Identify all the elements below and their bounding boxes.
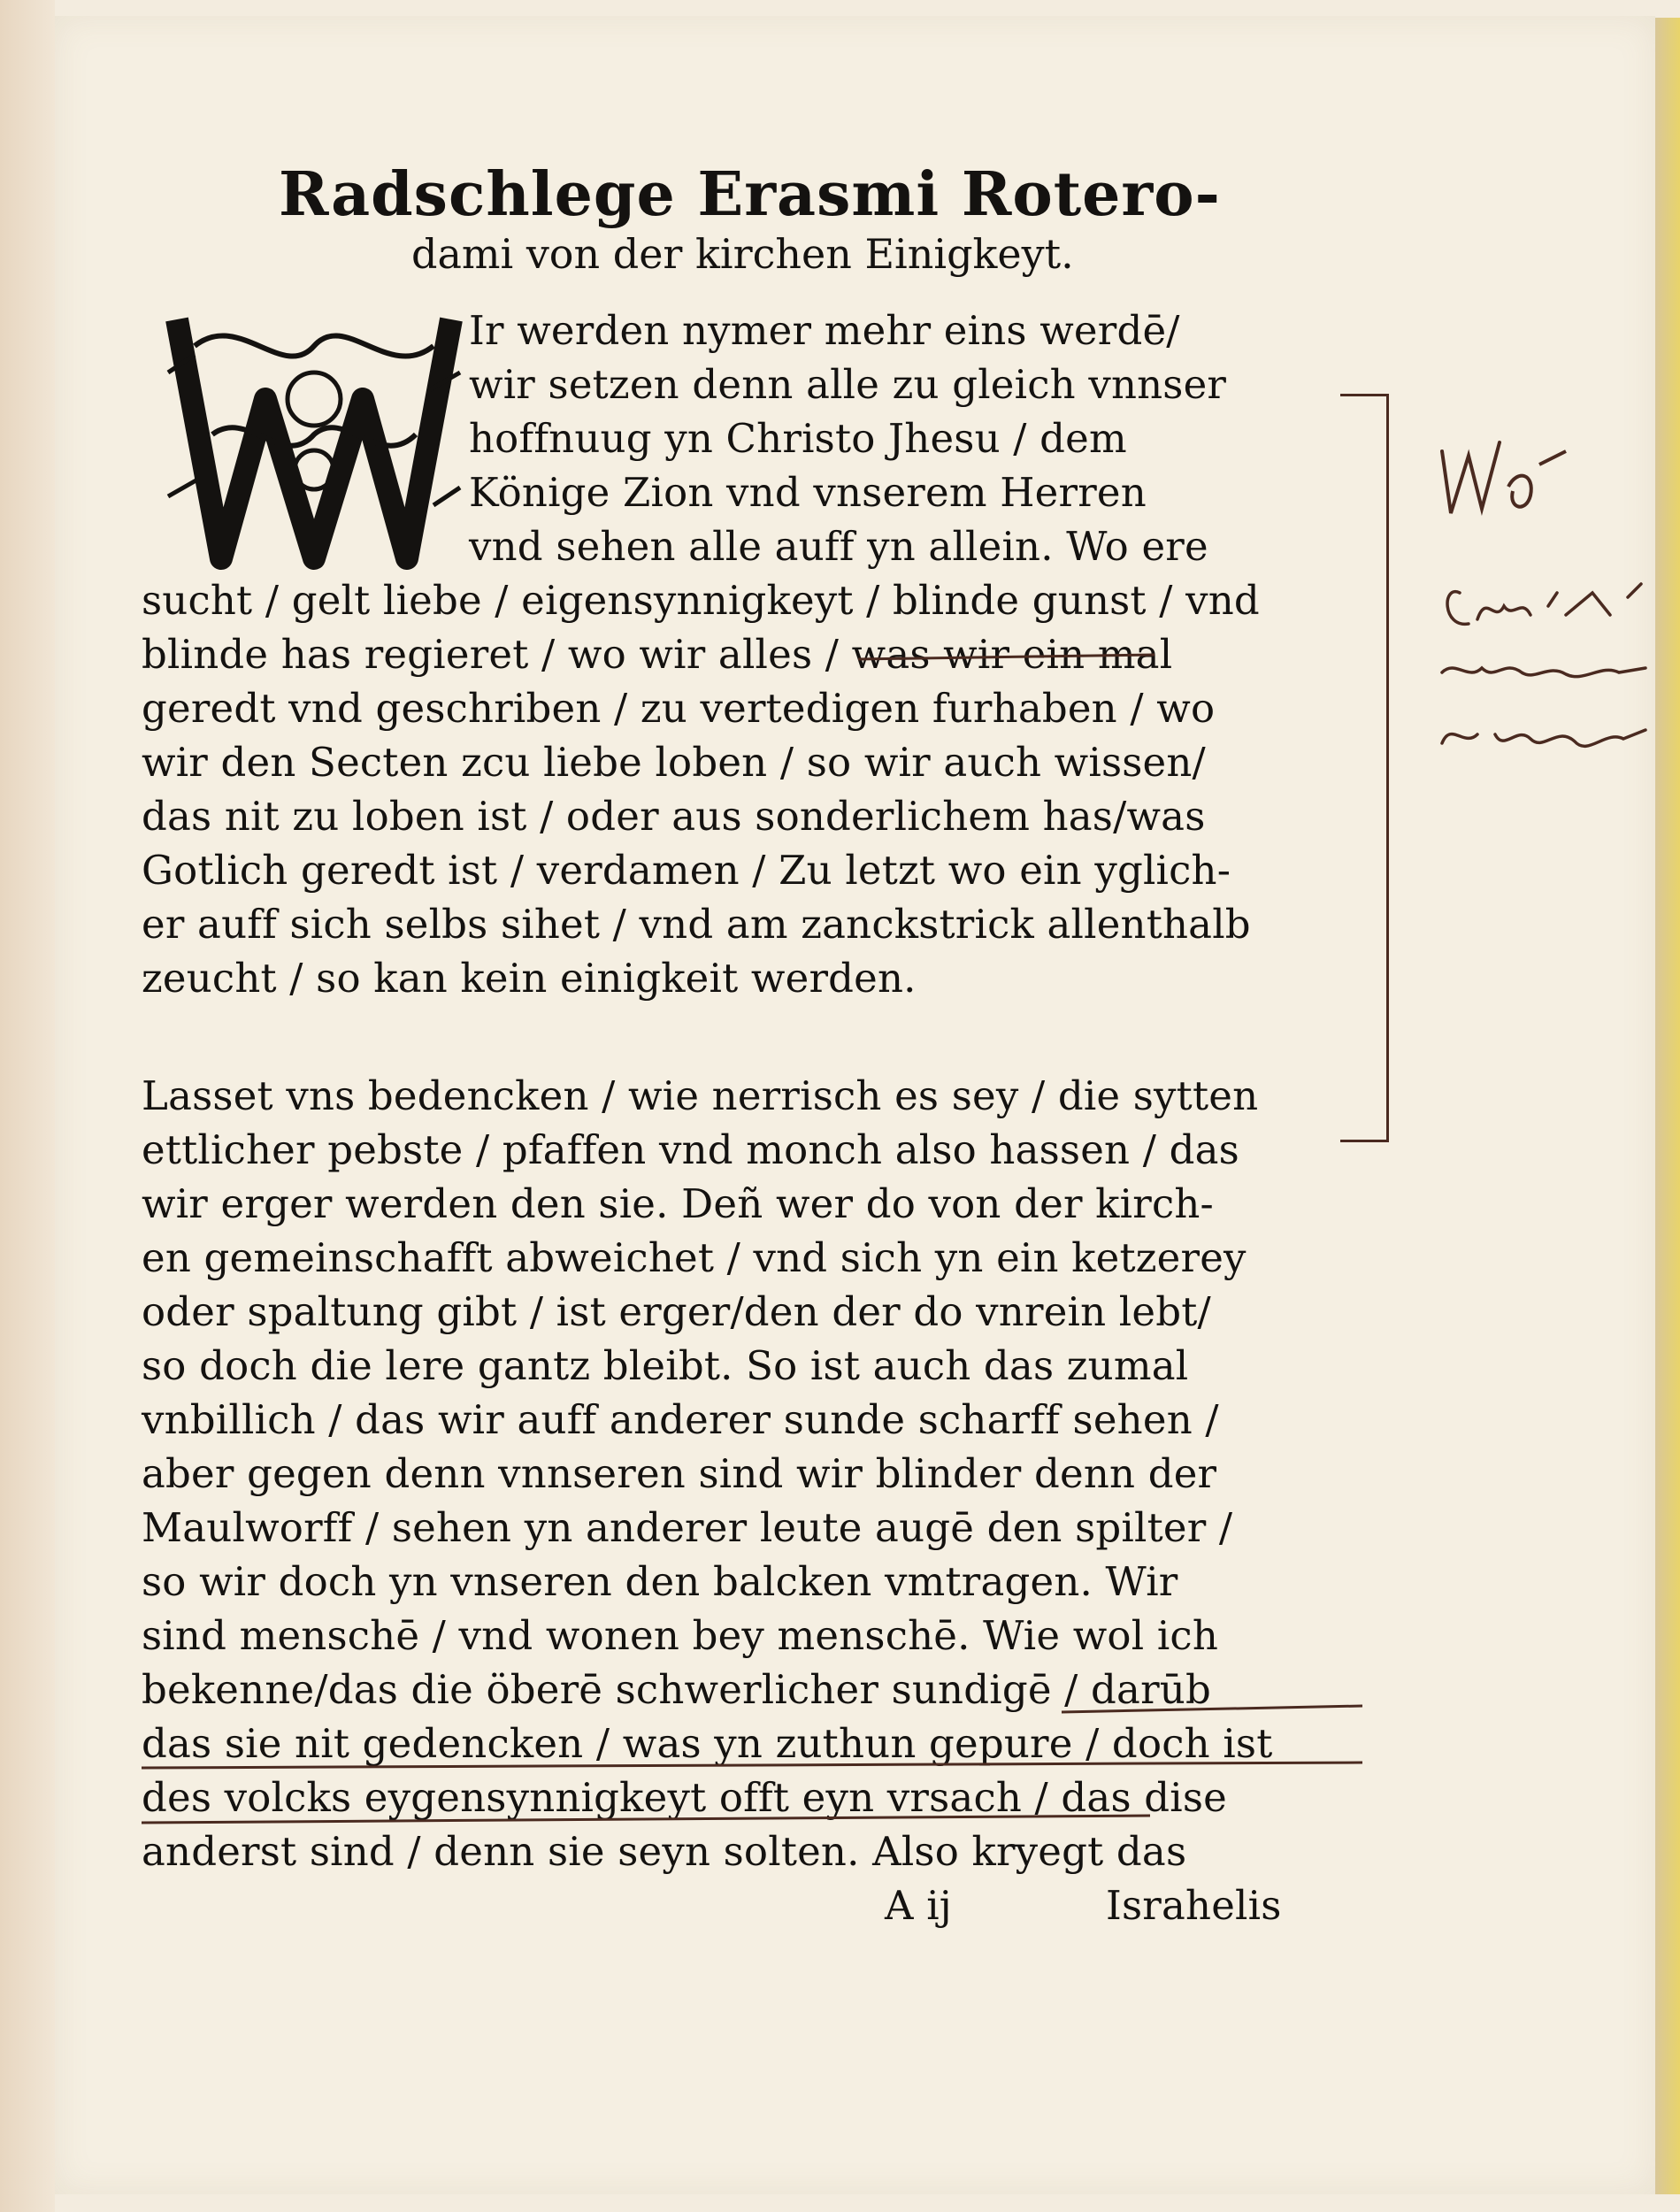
paragraph-1: [142, 303, 1354, 1005]
text-line: sind menschē / vnd wonen bey menschē. Wie wol ich: [142, 1611, 1218, 1659]
text-line: bekenne/das die öberē schwerlicher sundigē / darūb: [142, 1665, 1211, 1713]
text-line: geredt vnd geschriben / zu vertedigen furhaben / wo: [142, 684, 1216, 732]
paragraph-2: [142, 1069, 1354, 1932]
text-line: oder spaltung gibt / ist erger/den der do vnrein lebt/: [142, 1287, 1211, 1335]
text-line: wir setzen denn alle zu gleich vnnser: [469, 360, 1227, 408]
text-line: zeucht / so kan kein einigkeit werden.: [142, 954, 917, 1002]
text-line: hoffnuug yn Christo Jhesu / dem: [469, 414, 1127, 462]
text-line: aber gegen denn vnnseren sind wir blinder denn der: [142, 1449, 1217, 1497]
text-line: so wir doch yn vnseren den balcken vmtragen. Wir: [142, 1557, 1178, 1605]
text-line: Lasset vns bedencken / wie nerrisch es sey / die sytten: [142, 1071, 1259, 1119]
left-page-edge: [0, 0, 55, 2212]
text-line: das nit zu loben ist / oder aus sonderlichem has/was: [142, 792, 1206, 840]
text-line: des volcks eygensynnigkeyt offt eyn vrsach / das dise: [142, 1773, 1227, 1821]
page-subtitle: dami von der kirchen Einigkeyt.: [411, 230, 1074, 279]
catchword: Israhelis: [1106, 1881, 1282, 1929]
page-title: Radschlege Erasmi Rotero-: [279, 159, 1221, 230]
text-line: Maulworff / sehen yn anderer leute augē den spilter /: [142, 1503, 1233, 1551]
text-line: anderst sind / denn sie seyn solten. Also kryegt das: [142, 1827, 1187, 1875]
text-line: Ir werden nymer mehr eins werdē/: [469, 306, 1180, 354]
text-line: Gotlich geredt ist / verdamen / Zu letzt wo ein yglich-: [142, 846, 1231, 894]
text-block: [142, 159, 1354, 1932]
handwritten-marginal-note: [1433, 416, 1654, 787]
right-page-edge: [1655, 18, 1680, 2194]
text-line: en gemeinschafft abweichet / vnd sich yn ein ketzerey: [142, 1233, 1247, 1281]
manuscript-bracket: [1340, 394, 1389, 1142]
signature-mark: A ij: [885, 1881, 952, 1929]
text-line: wir den Secten zcu liebe loben / so wir auch wissen/: [142, 738, 1206, 786]
footer-row: [142, 1878, 1354, 1932]
text-line: blinde has regieret / wo wir alles / was wir ein mal: [142, 630, 1173, 678]
text-line: sucht / gelt liebe / eigensynnigkeyt / blinde gunst / vnd: [142, 576, 1260, 624]
text-line: wir erger werden den sie. Deñ wer do von der kirch-: [142, 1179, 1214, 1227]
text-line: er auff sich selbs sihet / vnd am zanckstrick allenthalb: [142, 900, 1251, 948]
text-line: Könige Zion vnd vnserem Herren: [469, 468, 1147, 516]
text-line: vnd sehen alle auff yn allein. Wo ere: [469, 522, 1208, 570]
decorated-initial-w: [159, 293, 469, 585]
text-line: ettlicher pebste / pfaffen vnd monch also hassen / das: [142, 1125, 1239, 1173]
text-line: das sie nit gedencken / was yn zuthun gepure / doch ist: [142, 1719, 1273, 1767]
text-line: vnbillich / das wir auff anderer sunde scharff sehen /: [142, 1395, 1219, 1443]
text-line: so doch die lere gantz bleibt. So ist auch das zumal: [142, 1341, 1189, 1389]
